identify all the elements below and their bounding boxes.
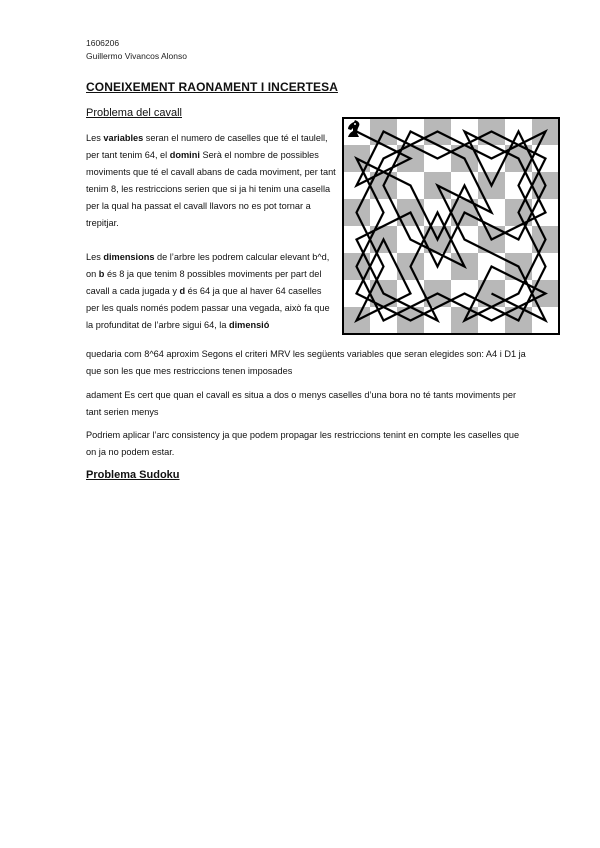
term-domini: domini [169,150,200,160]
term-variables: variables [103,133,144,143]
section-title-sudoku: Problema Sudoku [86,469,180,481]
term-b: b [98,269,105,279]
board-squares [343,118,559,334]
student-name: Guillermo Vivancos Alonso [86,51,187,61]
document-title: CONEIXEMENT RAONAMENT I INCERTESA [86,80,338,94]
knight-tour-board [342,117,560,335]
section-title-knight: Problema del cavall [86,107,182,119]
term-d: d [179,286,186,296]
term-dimensio: dimensió [229,320,270,330]
paragraph-dimensions: Les dimensions de l’arbre les podrem calcular elevant b^d, on b és 8 ja que tenim 8 possibles moviments per part del cavall a cada jugada y d és 64 ja que al haver 64 caselles per les quals només podem passar una vegada, això fa que la profunditat de l’arbre sigui 64, la dimensió [86,252,330,330]
paragraph-arc-consistency: Podriem aplicar l’arc consistency ja que podem propagar les restriccions tenint en compte les caselles que on ja no podem estar. [86,430,520,457]
paragraph-variables: Les variables seran el numero de caselles que té el taulell, per tant tenim 64, el domini Serà el nombre de possibles moviments que té el cavall abans de cada moviment, per tant tenim 8, les restriccions serien que si ja hi tenim una casella per la qual ha passat el cavall llavors no es pot tornar a trepitjar. [86,133,336,228]
student-id: 1606206 [86,38,120,48]
term-dimensions: dimensions [103,252,155,262]
paragraph-edges: adament Es cert que quan el cavall es situa a dos o menys caselles d’una bora no té tants moviments per tant serien menys [86,390,517,417]
paragraph-mrv: quedaria com 8^64 aproxim Segons el criteri MRV les següents variables que seran elegides son: A4 i D1 ja que son les que mes restriccions tenen imposades [86,349,526,376]
